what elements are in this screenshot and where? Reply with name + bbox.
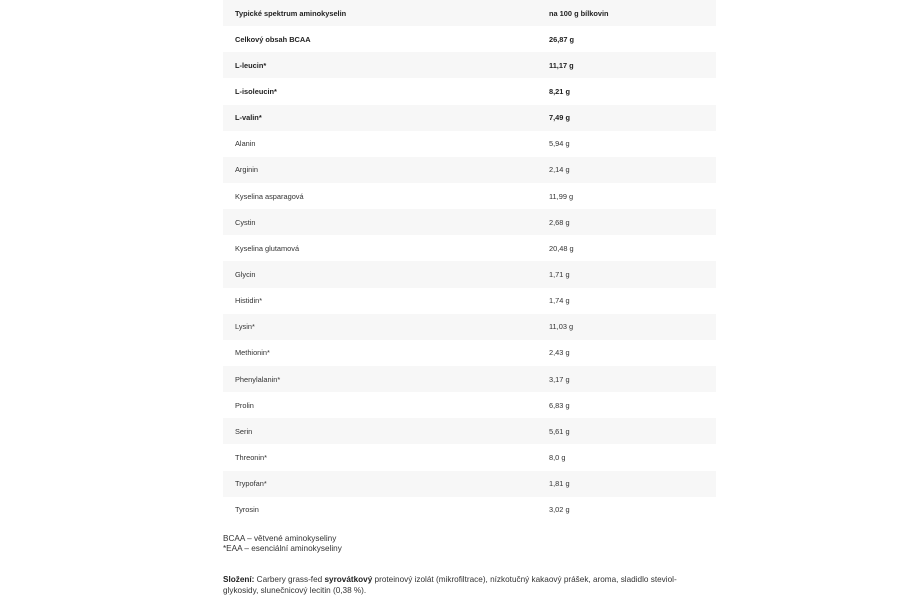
row-value: 2,68 g xyxy=(549,209,716,235)
row-name: L-valin* xyxy=(223,105,549,131)
table-row xyxy=(223,314,716,340)
table-row xyxy=(223,471,716,497)
table-header-row xyxy=(223,0,716,26)
composition-text-2: proteinový izolát (mikrofiltrace), nízkotučný kakaový prášek, aroma, sladidlo steviol-glykosidy, slunečnicový lecitin (0,38 %). xyxy=(223,575,677,595)
row-name: Prolin xyxy=(235,400,254,410)
table-row xyxy=(223,366,716,392)
row-name: Cystin xyxy=(223,209,549,235)
table-row xyxy=(223,209,716,235)
table-row xyxy=(223,392,716,418)
row-value: 7,49 g xyxy=(549,105,716,131)
footnote-eaa: *EAA – esenciální aminokyseliny xyxy=(223,544,342,554)
table-row xyxy=(223,105,716,131)
amino-acid-table xyxy=(223,0,716,523)
row-name: Lysin* xyxy=(223,314,549,340)
footnote-bcaa: BCAA – větvené aminokyseliny xyxy=(223,534,337,543)
row-value: 11,17 g xyxy=(549,52,716,78)
row-name: Celkový obsah BCAA xyxy=(235,34,311,44)
row-value: 5,94 g xyxy=(549,139,570,149)
row-value: 1,81 g xyxy=(549,471,716,497)
row-value: 26,87 g xyxy=(549,34,575,44)
table-row xyxy=(223,52,716,78)
row-value: 11,99 g xyxy=(549,191,574,201)
row-value: 3,02 g xyxy=(549,505,570,515)
table-row xyxy=(223,157,716,183)
table-row xyxy=(223,418,716,444)
row-name: Arginin xyxy=(223,157,549,183)
row-name: L-isoleucin* xyxy=(235,86,277,96)
table-row xyxy=(223,497,716,523)
table-row xyxy=(223,78,716,104)
table-row xyxy=(223,444,716,470)
row-name: Kyselina glutamová xyxy=(235,243,300,253)
composition-paragraph xyxy=(223,574,703,596)
table-row xyxy=(223,235,716,261)
row-name: Glycin xyxy=(223,261,549,287)
row-name: Serin xyxy=(223,418,549,444)
composition-label: Složení: xyxy=(223,575,255,584)
table-row xyxy=(223,183,716,209)
row-name: Trypofan* xyxy=(223,471,549,497)
row-name: L-leucin* xyxy=(223,52,549,78)
row-value: 5,61 g xyxy=(549,418,716,444)
composition-bold-word: syrovátkový xyxy=(324,575,373,584)
header-value-cell: na 100 g bílkovin xyxy=(549,0,716,26)
row-value: 3,17 g xyxy=(549,366,716,392)
row-value: 1,71 g xyxy=(549,261,716,287)
row-name: Histidin* xyxy=(235,296,263,306)
row-value: 1,74 g xyxy=(549,296,570,306)
row-value: 20,48 g xyxy=(549,243,574,253)
row-value: 2,14 g xyxy=(549,157,716,183)
header-name-cell: Typické spektrum aminokyselin xyxy=(223,0,549,26)
row-value: 8,21 g xyxy=(549,86,570,96)
table-row xyxy=(223,131,716,157)
row-name: Tyrosin xyxy=(235,505,259,515)
table-row xyxy=(223,340,716,366)
composition-text-1: Carbery grass-fed xyxy=(254,575,325,584)
table-row xyxy=(223,288,716,314)
row-value: 11,03 g xyxy=(549,314,716,340)
row-value: 2,43 g xyxy=(549,348,570,358)
table-row xyxy=(223,261,716,287)
table-row xyxy=(223,26,716,52)
row-name: Phenylalanin* xyxy=(223,366,549,392)
footnotes xyxy=(223,534,342,555)
row-value: 6,83 g xyxy=(549,400,570,410)
row-value: 8,0 g xyxy=(549,452,566,462)
row-name: Methionin* xyxy=(235,348,270,358)
row-name: Alanin xyxy=(235,139,256,149)
row-name: Threonin* xyxy=(235,452,268,462)
row-name: Kyselina asparagová xyxy=(235,191,304,201)
